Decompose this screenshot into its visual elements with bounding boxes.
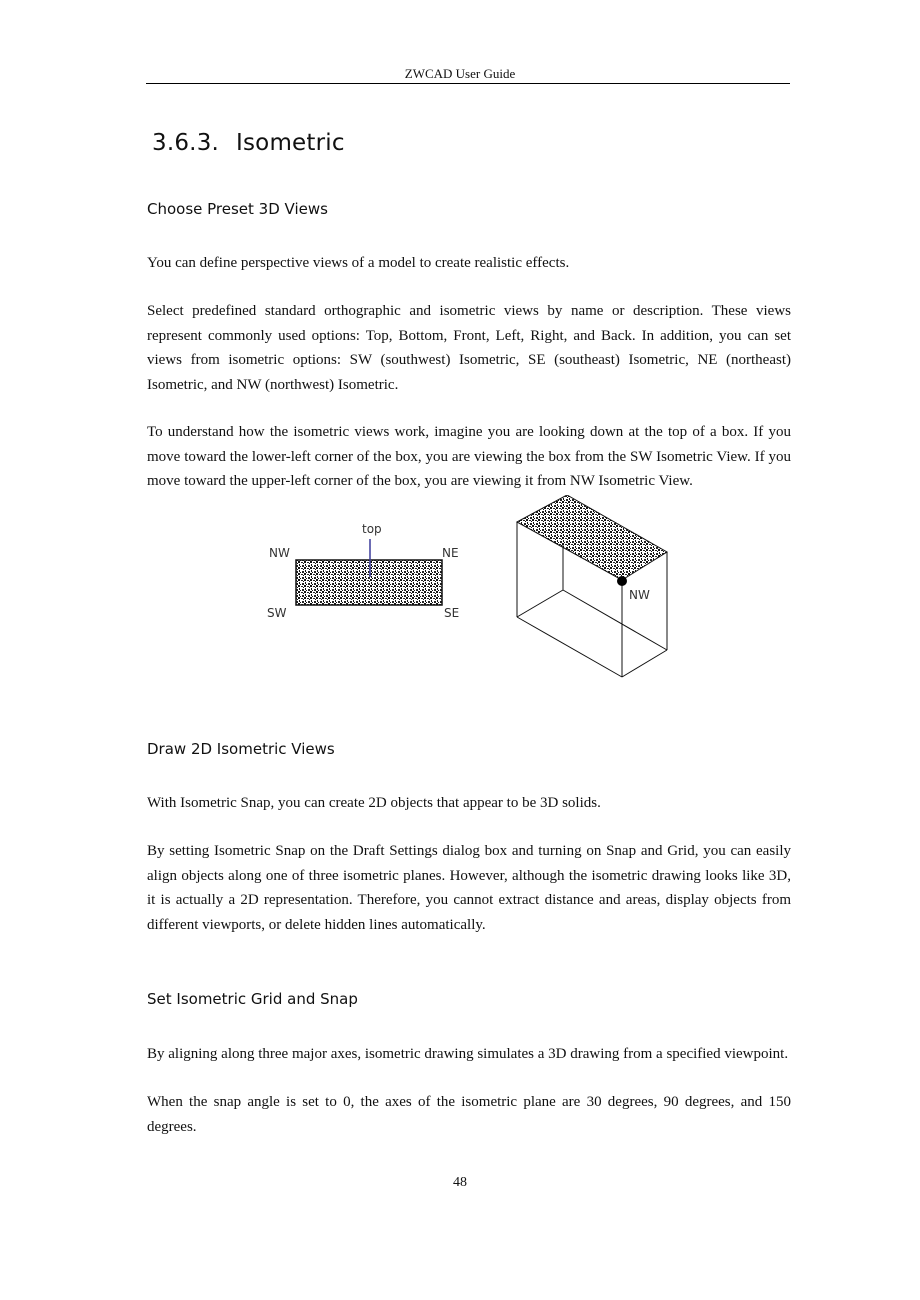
header-rule	[146, 83, 790, 84]
paragraph: To understand how the isometric views work, imagine you are looking down at the top of a box. If you move toward the lower-left corner of the box, you are viewing the box from the SW Isometric View. If you move toward the upper-left corner of the box, you are viewing it from NW Isometric View.	[147, 424, 791, 489]
label-top: top	[362, 522, 382, 536]
paragraph: Select predefined standard orthographic and isometric views by name or description. These views represent commonly used options: Top, Bottom, Front, Left, Right, and Back. In addition, you can set views from isometric options: SW (southwest) Isometric, SE (southeast) Isometric, NE (northeast) Isometric, and NW (northwest) Isometric.	[147, 303, 791, 393]
label-box-nw-corner: NW	[629, 588, 650, 602]
label-ne: NE	[442, 546, 459, 560]
subsection-heading-preset-views: Choose Preset 3D Views	[147, 200, 328, 218]
subsection-heading-grid-snap: Set Isometric Grid and Snap	[147, 990, 358, 1008]
label-sw: SW	[267, 606, 287, 620]
running-header: ZWCAD User Guide	[404, 66, 516, 81]
section-number: 3.6.3.	[152, 130, 220, 156]
paragraph: By aligning along three major axes, isometric drawing simulates a 3D drawing from a specified viewpoint.	[147, 1046, 789, 1062]
section-title: Isometric	[236, 130, 345, 156]
label-se: SE	[444, 606, 460, 620]
section-heading	[152, 130, 345, 156]
label-nw: NW	[269, 546, 290, 560]
isometric-views-figure	[262, 495, 682, 685]
paragraph: You can define perspective views of a model to create realistic effects.	[147, 255, 570, 271]
paragraph: By setting Isometric Snap on the Draft Settings dialog box and turning on Snap and Grid, you can easily align objects along one of three isometric planes. However, although the isometric drawing looks like 3D, it is actually a 2D representation. Therefore, you cannot extract distance and areas, display objects from different viewports, or delete hidden lines automatically.	[147, 843, 791, 933]
paragraph: With Isometric Snap, you can create 2D objects that appear to be 3D solids.	[147, 795, 601, 811]
page-number: 48	[453, 1175, 467, 1190]
isometric-diagram	[262, 495, 682, 685]
paragraph: When the snap angle is set to 0, the axes of the isometric plane are 30 degrees, 90 degrees, and 150 degrees.	[147, 1094, 791, 1135]
subsection-heading-2d-isometric: Draw 2D Isometric Views	[147, 740, 335, 758]
